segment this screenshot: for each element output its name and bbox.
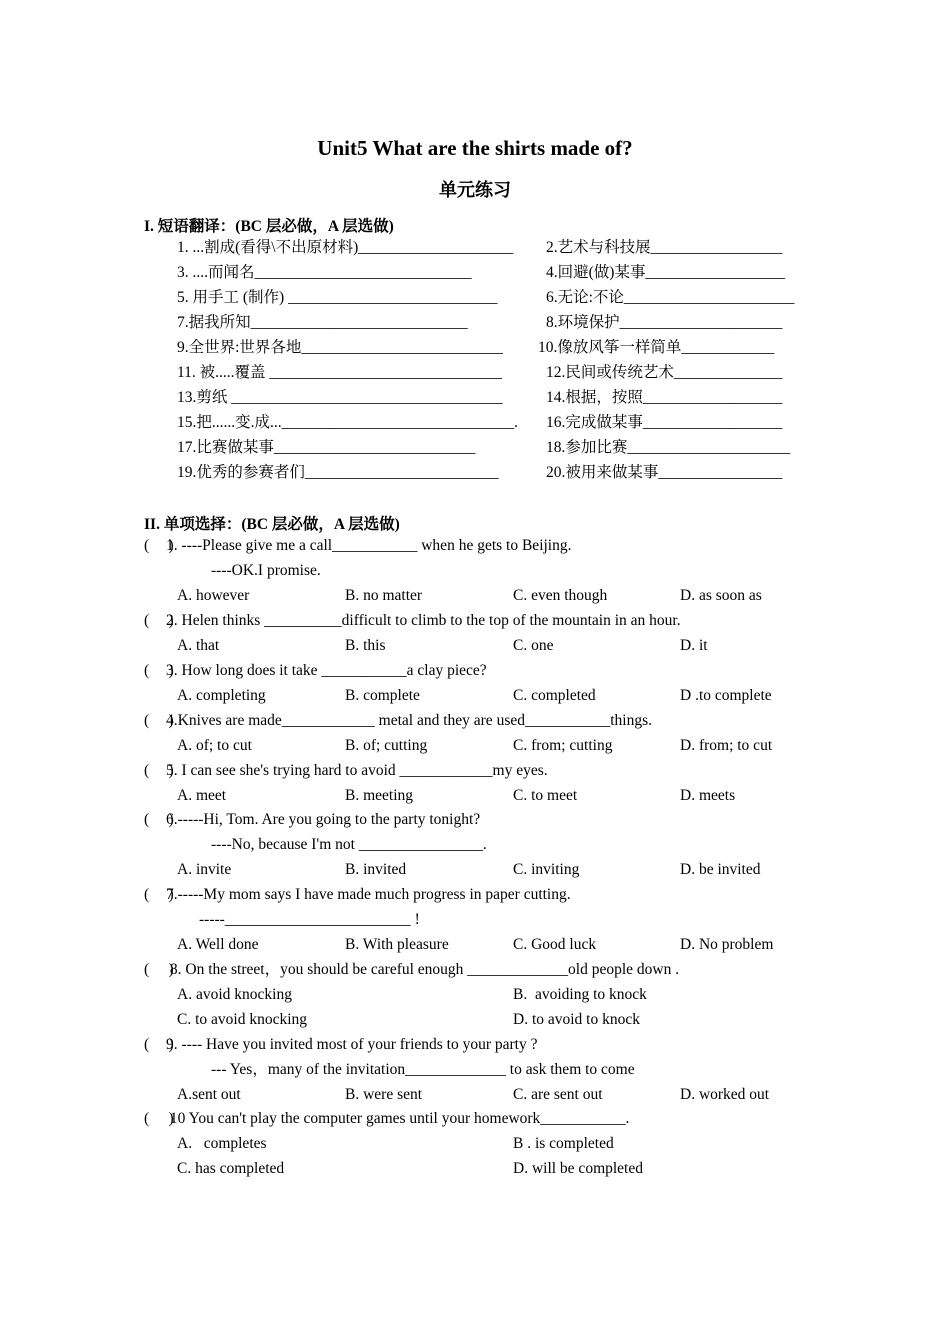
answer-bracket[interactable]: ( ) <box>144 712 174 729</box>
answer-bracket[interactable]: ( ) <box>144 612 174 629</box>
question-text: 2. Helen thinks __________difficult to climb to the top of the mountain in an hour. <box>166 612 681 629</box>
answer-bracket[interactable]: ( ) <box>144 662 174 679</box>
option-c[interactable]: C. even though <box>513 587 608 604</box>
options-row <box>144 635 824 657</box>
option-d[interactable]: D. be invited <box>680 861 761 878</box>
question-row <box>144 660 824 682</box>
answer-bracket[interactable]: ( ) <box>144 961 174 978</box>
section2-heading: II. 单项选择：(BC 层必做，A 层选做) <box>144 516 400 533</box>
phrase-item: 7.据我所知____________________________ <box>177 314 468 331</box>
option-b[interactable]: B. avoiding to knock <box>513 986 647 1003</box>
option-d[interactable]: D. to avoid to knock <box>513 1011 640 1028</box>
option-b[interactable]: B . is completed <box>513 1135 614 1152</box>
option-d[interactable]: D. meets <box>680 787 736 804</box>
option-b[interactable]: B. meeting <box>345 787 414 804</box>
answer-bracket[interactable]: ( ) <box>144 537 174 554</box>
question-text: 10 You can't play the computer games until your homework___________. <box>166 1110 630 1127</box>
option-d[interactable]: D. from; to cut <box>680 737 773 754</box>
question-row <box>144 535 824 557</box>
option-a[interactable]: A. however <box>177 587 250 604</box>
question-text: 5. I can see she's trying hard to avoid ____________my eyes. <box>166 762 548 779</box>
question-text: 9. ---- Have you invited most of your friends to your party ? <box>166 1036 538 1053</box>
page-title: Unit5 What are the shirts made of? <box>317 136 633 160</box>
question-row <box>144 809 824 831</box>
option-c[interactable]: C. are sent out <box>513 1086 603 1103</box>
options-row <box>144 984 824 1006</box>
option-a[interactable]: A. completes <box>177 1135 267 1152</box>
question-text: 7.-----My mom says I have made much progress in paper cutting. <box>166 886 571 903</box>
question-continuation <box>144 834 824 856</box>
phrase-item: 12.民间或传统艺术______________ <box>546 364 783 381</box>
question-text: 6.-----Hi, Tom. Are you going to the party tonight? <box>166 811 481 828</box>
phrase-item: 11. 被.....覆盖 ______________________________ <box>177 364 502 381</box>
options-row <box>144 785 824 807</box>
option-a[interactable]: A. Well done <box>177 936 259 953</box>
option-d[interactable]: D. will be completed <box>513 1160 643 1177</box>
options-row <box>144 1133 824 1155</box>
option-a[interactable]: A. of; to cut <box>177 737 252 754</box>
question-row <box>144 1108 824 1130</box>
option-b[interactable]: B. invited <box>345 861 407 878</box>
answer-bracket[interactable]: ( ) <box>144 1110 174 1127</box>
phrase-item: 3. ....而闻名____________________________ <box>177 264 472 281</box>
options-row <box>144 934 824 956</box>
answer-bracket[interactable]: ( ) <box>144 886 174 903</box>
phrase-item: 15.把......变.成...______________________________. <box>177 414 519 431</box>
options-row <box>144 1084 824 1106</box>
question-text: 1. ----Please give me a call___________ when he gets to Beijing. <box>166 537 572 554</box>
options-row <box>144 735 824 757</box>
options-row <box>144 1158 824 1180</box>
option-a[interactable]: A. completing <box>177 687 266 704</box>
option-c[interactable]: C. to avoid knocking <box>177 1011 308 1028</box>
dialogue-reply: --- Yes，many of the invitation_____________ to ask them to come <box>211 1061 635 1078</box>
options-row <box>144 685 824 707</box>
option-d[interactable]: D .to complete <box>680 687 772 704</box>
page-subtitle: 单元练习 <box>439 180 511 200</box>
phrase-item: 2.艺术与科技展_________________ <box>546 239 783 256</box>
option-c[interactable]: C. inviting <box>513 861 580 878</box>
option-a[interactable]: A.sent out <box>177 1086 241 1103</box>
option-c[interactable]: C. to meet <box>513 787 578 804</box>
question-text: 4.Knives are made____________ metal and they are used___________things. <box>166 712 652 729</box>
option-c[interactable]: C. from; cutting <box>513 737 613 754</box>
question-text: 3. How long does it take ___________a clay piece? <box>166 662 487 679</box>
option-c[interactable]: C. completed <box>513 687 596 704</box>
phrase-item: 10.像放风筝一样简单____________ <box>538 339 775 356</box>
answer-bracket[interactable]: ( ) <box>144 811 174 828</box>
phrase-item: 14.根据，按照__________________ <box>546 389 783 406</box>
section1-heading: I. 短语翻译：(BC 层必做，A 层选做) <box>144 218 394 235</box>
option-d[interactable]: D. it <box>680 637 708 654</box>
dialogue-reply: -----________________________ ! <box>199 911 420 928</box>
question-text: 8. On the street，you should be careful enough _____________old people down . <box>166 961 680 978</box>
phrase-item: 8.环境保护_____________________ <box>546 314 783 331</box>
options-row <box>144 585 824 607</box>
option-d[interactable]: D. worked out <box>680 1086 770 1103</box>
option-c[interactable]: C. one <box>513 637 554 654</box>
question-row <box>144 959 824 981</box>
question-continuation <box>144 1059 824 1081</box>
phrase-item: 13.剪纸 ___________________________________ <box>177 389 503 406</box>
phrase-item: 1. ...割成(看得\不出原材料)____________________ <box>177 239 514 256</box>
question-continuation <box>144 909 824 931</box>
option-d[interactable]: D. No problem <box>680 936 774 953</box>
question-row <box>144 760 824 782</box>
phrase-item: 18.参加比赛_____________________ <box>546 439 791 456</box>
option-d[interactable]: D. as soon as <box>680 587 762 604</box>
question-row <box>144 710 824 732</box>
phrase-item: 6.无论:不论______________________ <box>546 289 795 306</box>
option-b[interactable]: B. of; cutting <box>345 737 428 754</box>
phrase-item: 19.优秀的参赛者们_________________________ <box>177 464 499 481</box>
question-row <box>144 884 824 906</box>
question-continuation <box>144 560 824 582</box>
phrase-item: 17.比赛做某事__________________________ <box>177 439 476 456</box>
options-row <box>144 859 824 881</box>
option-c[interactable]: C. has completed <box>177 1160 285 1177</box>
option-a[interactable]: A. that <box>177 637 220 654</box>
phrase-item: 4.回避(做)某事__________________ <box>546 264 785 281</box>
phrase-item: 9.全世界:世界各地__________________________ <box>177 339 503 356</box>
question-row <box>144 1034 824 1056</box>
options-row <box>144 1009 824 1031</box>
option-a[interactable]: A. meet <box>177 787 227 804</box>
option-b[interactable]: B. complete <box>345 687 420 704</box>
option-a[interactable]: A. invite <box>177 861 232 878</box>
option-b[interactable]: B. this <box>345 637 386 654</box>
dialogue-reply: ----OK.I promise. <box>211 562 321 579</box>
option-a[interactable]: A. avoid knocking <box>177 986 292 1003</box>
option-b[interactable]: B. With pleasure <box>345 936 449 953</box>
option-c[interactable]: C. Good luck <box>513 936 597 953</box>
answer-bracket[interactable]: ( ) <box>144 762 174 779</box>
answer-bracket[interactable]: ( ) <box>144 1036 174 1053</box>
phrase-item: 5. 用手工 (制作) ___________________________ <box>177 289 498 306</box>
phrase-item: 16.完成做某事__________________ <box>546 414 783 431</box>
phrase-item: 20.被用来做某事________________ <box>546 464 783 481</box>
option-b[interactable]: B. were sent <box>345 1086 423 1103</box>
option-b[interactable]: B. no matter <box>345 587 423 604</box>
question-row <box>144 610 824 632</box>
dialogue-reply: ----No, because I'm not ________________. <box>211 836 487 853</box>
